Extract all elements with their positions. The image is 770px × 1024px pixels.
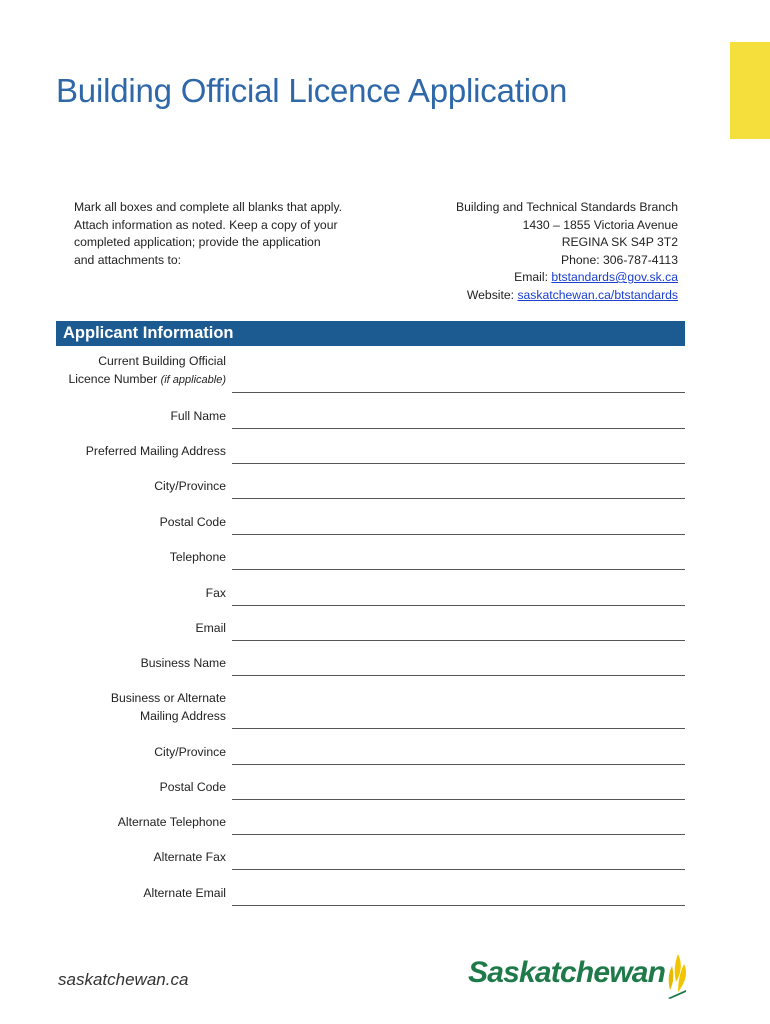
- postal-code-2-input[interactable]: [232, 799, 685, 800]
- city-province-field: [56, 479, 685, 499]
- city-province-input[interactable]: [232, 498, 685, 499]
- email-field: [56, 621, 685, 641]
- website-link[interactable]: saskatchewan.ca/btstandards: [517, 287, 678, 302]
- fax-input[interactable]: [232, 605, 685, 606]
- branch-address: [456, 199, 678, 304]
- business-name-field: [56, 656, 685, 676]
- alt-email-label: Alternate Email: [143, 885, 226, 900]
- brand-wordmark: Saskatchewan: [468, 956, 666, 989]
- branch-phone: Phone: 306-787-4113: [560, 252, 678, 267]
- business-address-input[interactable]: [232, 728, 685, 729]
- email-input[interactable]: [232, 640, 685, 641]
- telephone-label: Telephone: [169, 549, 226, 564]
- city-province-2-label: City/Province: [154, 744, 226, 759]
- saskatchewan-logo: [468, 952, 690, 1000]
- full-name-field: [56, 409, 685, 429]
- wheat-icon: [664, 952, 690, 1000]
- city-province-label: City/Province: [154, 478, 226, 493]
- business-name-input[interactable]: [232, 675, 685, 676]
- alt-telephone-label: Alternate Telephone: [117, 814, 226, 829]
- section-header-applicant: [56, 321, 685, 346]
- website-label: Website:: [466, 287, 518, 302]
- full-name-input[interactable]: [232, 428, 685, 429]
- intro-line: Attach information as noted. Keep a copy of your: [74, 217, 338, 232]
- email-link[interactable]: btstandards@gov.sk.ca: [551, 270, 678, 284]
- city-province-2-input[interactable]: [232, 764, 685, 765]
- intro-line: completed application; provide the application: [74, 235, 321, 249]
- licence-number-field: [56, 354, 685, 393]
- alt-telephone-field: [56, 815, 685, 835]
- alt-email-input[interactable]: [232, 905, 685, 906]
- yellow-tab-accent: [730, 42, 770, 139]
- telephone-input[interactable]: [232, 569, 685, 570]
- licence-number-input[interactable]: [232, 392, 685, 393]
- page-title: Building Official Licence Application: [56, 72, 568, 109]
- branch-name: Building and Technical Standards Branch: [455, 200, 678, 214]
- branch-city: REGINA SK S4P 3T2: [561, 235, 678, 249]
- fax-field: [56, 586, 685, 606]
- mailing-address-label: Preferred Mailing Address: [85, 443, 226, 458]
- telephone-field: [56, 550, 685, 570]
- alt-fax-input[interactable]: [232, 869, 685, 870]
- email-label: Email: [195, 620, 226, 635]
- postal-code-input[interactable]: [232, 534, 685, 535]
- intro-line: and attachments to:: [74, 252, 182, 267]
- branch-website-row: [456, 287, 678, 305]
- postal-code-2-label: Postal Code: [159, 779, 226, 794]
- business-address-field: [56, 691, 685, 729]
- licence-number-label: Current Building Official Licence Number (if applicable): [68, 354, 226, 386]
- postal-code-2-field: [56, 780, 685, 800]
- mailing-address-field: [56, 444, 685, 464]
- alt-email-field: [56, 886, 685, 906]
- business-name-label: Business Name: [140, 655, 226, 670]
- section-title: Applicant Information: [63, 324, 234, 342]
- email-label: Email:: [514, 270, 552, 284]
- intro-instructions: [74, 199, 374, 269]
- business-address-label: Business or Alternate Mailing Address: [110, 691, 226, 723]
- branch-email-row: [456, 269, 678, 287]
- full-name-label: Full Name: [170, 408, 226, 423]
- branch-street: 1430 – 1855 Victoria Avenue: [522, 217, 678, 232]
- postal-code-field: [56, 515, 685, 535]
- alt-telephone-input[interactable]: [232, 834, 685, 835]
- intro-line: Mark all boxes and complete all blanks that apply.: [74, 200, 343, 214]
- alt-fax-label: Alternate Fax: [153, 849, 226, 864]
- city-province-2-field: [56, 745, 685, 765]
- alt-fax-field: [56, 850, 685, 870]
- fax-label: Fax: [205, 585, 226, 600]
- footer-url: saskatchewan.ca: [58, 970, 189, 989]
- mailing-address-input[interactable]: [232, 463, 685, 464]
- postal-code-label: Postal Code: [159, 514, 226, 529]
